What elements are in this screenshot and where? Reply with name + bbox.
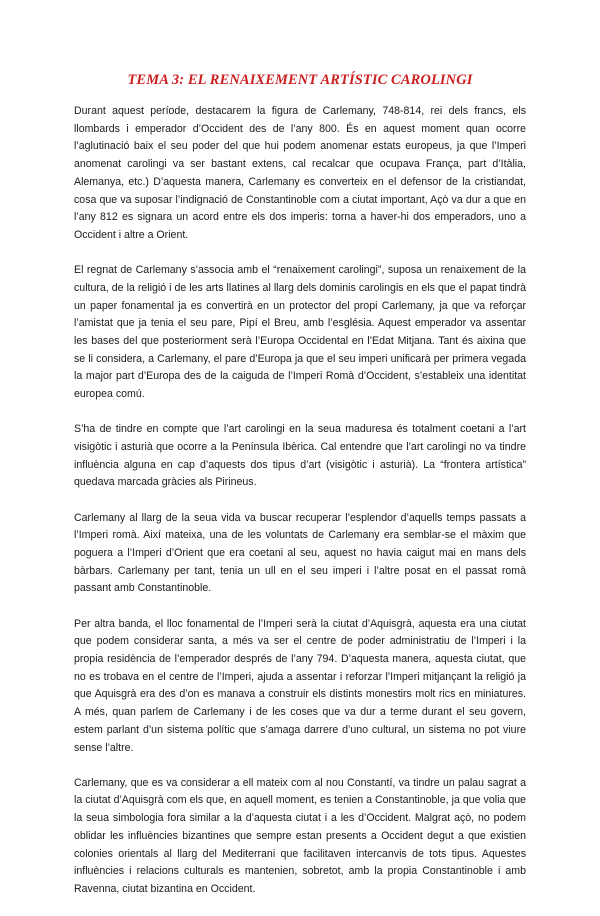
paragraph-1: Durant aquest període, destacarem la figura de Carlemany, 748-814, rei dels francs, els llombards i emperador d’Occident des de l’any 800. És en aquest moment quan ocorre l’aglutinació baix el seu poder del que hui podem anomenar estats europeus, ja que l’Imperi anomenat carolingi va ser bastant extens, cal recalcar que ocupava França, part d’Itàlia, Alemanya, etc.) D’aquesta manera, Carlemany es converteix en el defensor de la cristiandat, cosa que va suposar l’indignació de Constantinoble com a ciutat important, Açò va dur a que en l’any 812 es signara un acord entre els dos imperis: torna a haver-hi dos emperadors, uno a Occident i altre a Orient. — [74, 105, 526, 241]
paragraph-4: Carlemany al llarg de la seua vida va buscar recuperar l’esplendor d’aquells temps passats a l’Imperi romà. Així mateixa, una de les voluntats de Carlemany era semblar-se el màxim que poguera a l’Imperi d’Orient que era coetani al seu, aquest no havia caigut mai en mans dels bàrbars. Carlemany per tant, tenia un ull en el seu imperi i l’altre posat en el passat romà passant amb Constantinoble. — [74, 511, 526, 595]
document-title: TEMA 3: EL RENAIXEMENT ARTÍSTIC CAROLINGI — [127, 72, 473, 88]
paragraph-3: S’ha de tindre en compte que l’art carolingi en la seua maduresa és totalment coetani a l’art visigòtic i asturià que ocorre a la Península Ibèrica. Cal entendre que l’art carolingi no va tindre influència alguna en cap d’aquests dos tipus d’art (visigòtic i asturià). La “frontera artística” quedava marcada gràcies als Pirineus. — [74, 423, 526, 489]
paragraph-2: El regnat de Carlemany s’associa amb el “renaixement carolingi”, suposa un renaixement de la cultura, de la religió i de les arts llatines al llarg dels dominis carolingis en els que el papat tindrà un paper fonamental ja es convertirà en un protector del propi Carlemany, ja que va reforçar l’amistat que ja tenia el seu pare, Pipí el Breu, amb l’església. Aquest emperador va assentar les bases del que posteriorment serà l’Europa Occidental en l’Edat Mitjana. Tant és aixina que se li considera, a Carlemany, el pare d’Europa ja que el seu imperi unificarà per primera vegada la major part d’Europa des de la caiguda de l’Imperi Romà d’Occident, s’estableix una identitat europea comú. — [74, 264, 526, 401]
paragraph-6: Carlemany, que es va considerar a ell mateix com al nou Constantí, va tindre un palau sagrat a la ciutat d’Aquisgrà com els que, en aquell moment, es tenien a Constantinoble, ja que volia que la seua simbologia fora similar a la d’aquesta ciutat i a les d’Occident. Malgrat açò, no podem oblidar les influències bizantines que sempre estan presents a Occident degut a que existien colonies orientals al llarg del Mediterrani que facilitaven intercanvis de tots tipus. Aquestes influències i relacions culturals es mantenien, sobretot, amb la propia Constantinoble i amb Ravenna, ciutat bizantina en Occident. — [74, 776, 526, 895]
document-body — [74, 103, 526, 916]
paragraph-5: Per altra banda, el lloc fonamental de l’Imperi serà la ciutat d’Aquisgrà, aquesta era una ciutat que podem considerar santa, a més va ser el centre de poder administratiu de l’Imperi i la propia residència de l’emperador després de l’any 794. D’aquesta manera, aquesta ciutat, que no es trobava en el centre de l’Imperi, ajuda a assentar i reforzar l’Imperi mitjançant la religió ja que Aquisgrà era des d’on es manava a construir els distints monestirs molt rics en miniatures. A més, quan parlem de Carlemany i de les coses que va dur a terme durant el seu govern, estem parlant d’un sistema polític que s’amaga darrere d’uno cultural, un sistema no pot viure sense l’altre. — [74, 617, 526, 754]
